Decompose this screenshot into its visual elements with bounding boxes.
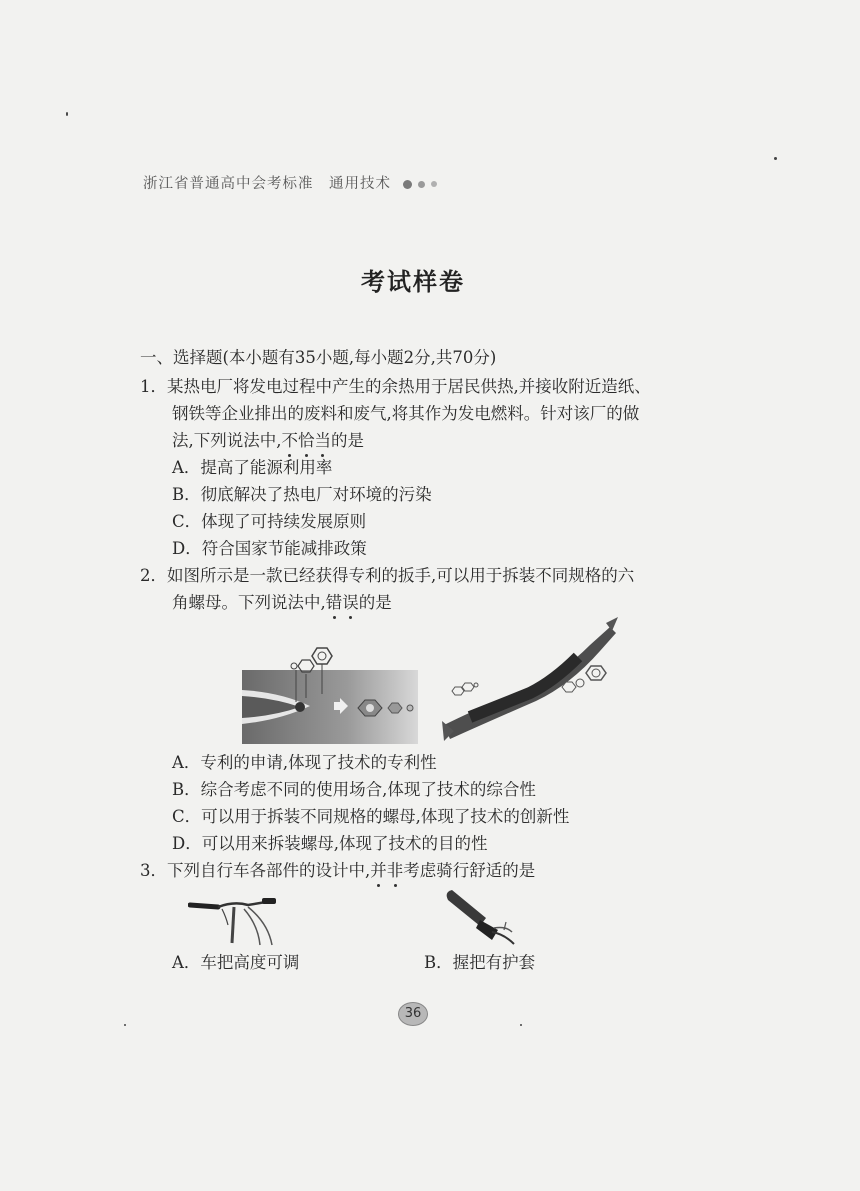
q3-option-a: A．车把高度可调 [172,953,300,972]
q2-option-c: C．可以用于拆装不同规格的螺母,体现了技术的创新性 [172,807,570,826]
q2-stem-line2-post: 的是 [358,593,392,612]
q1-emphasis-char-1: 不 [281,431,298,450]
running-header-text: 浙江省普通高中会考标准 通用技术 [143,176,391,192]
wrench-full-figure [440,615,620,750]
q2-stem-line2-pre: 角螺母。下列说法中, [172,593,326,612]
q2-emphasis-char-2: 误 [342,593,359,612]
q1-stem-line3-pre: 法,下列说法中, [172,431,282,450]
q1-stem-line1: 1．某热电厂将发电过程中产生的余热用于居民供热,并接收附近造纸、 [140,377,651,396]
q1-stem-line3 [172,433,364,450]
grip-figure [440,888,520,948]
q2-option-b: B．综合考虑不同的使用场合,体现了技术的综合性 [172,780,536,799]
q3-option-b: B．握把有护套 [424,953,536,972]
q1-emphasis-char-2: 恰 [298,431,315,450]
q3-stem-pre: 3．下列自行车各部件的设计中, [140,861,371,880]
q1-option-b: B．彻底解决了热电厂对环境的污染 [172,485,432,504]
q1-option-d: D．符合国家节能减排政策 [172,539,367,558]
page-title: 考试样卷 [361,267,465,296]
q2-emphasis-char-1: 错 [325,593,343,612]
running-header [143,172,443,193]
q2-option-a: A．专利的申请,体现了技术的专利性 [172,753,437,772]
scan-speck [520,1024,522,1026]
q3-stem [140,863,535,880]
q3-emphasis-char-2: 非 [386,861,404,880]
wrench-closeup-figure [240,640,420,746]
q1-option-a: A．提高了能源利用率 [172,458,333,477]
q1-stem-line2: 钢铁等企业排出的废料和废气,将其作为发电燃料。针对该厂的做 [172,404,640,423]
q1-option-c: C．体现了可持续发展原则 [172,512,367,531]
page-number: 36 [398,1002,428,1026]
q1-stem-line3-post: 的是 [331,431,364,450]
q1-emphasis-char-3: 当 [314,431,331,450]
q2-stem-line2 [172,595,392,612]
handlebar-figure [188,895,280,947]
q2-stem-line1: 2．如图所示是一款已经获得专利的扳手,可以用于拆装不同规格的六 [140,566,635,585]
scan-speck [124,1024,126,1026]
section-heading: 一、选择题(本小题有35小题,每小题2分,共70分) [140,348,497,367]
q3-stem-post: 考虑骑行舒适的是 [403,861,536,880]
scan-speck [774,157,777,160]
q2-option-d: D．可以用来拆装螺母,体现了技术的目的性 [172,834,488,853]
q3-emphasis-char-1: 并 [370,861,387,880]
header-dots-icon [403,176,443,192]
scan-speck [66,112,68,116]
